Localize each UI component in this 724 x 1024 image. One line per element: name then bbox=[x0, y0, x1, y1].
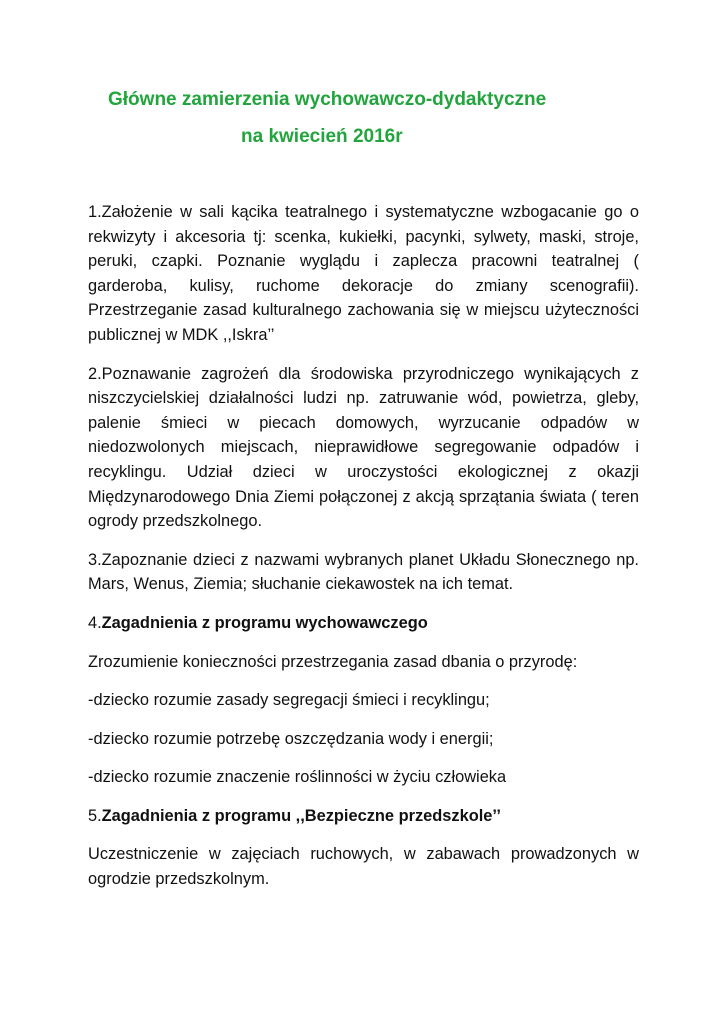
section-1-paragraph: 1.Założenie w sali kącika teatralnego i systematyczne wzbogacanie go o rekwizyty i akcesoria tj: scenka, kukiełki, pacynki, sylwety, maski, stroje, peruki, czapki. Poznanie wyglądu i zaplecza pracowni teatralnej ( garderoba, kulisy, ruchome dekoracje do zmiany scenografii). Przestrzeganie zasad kulturalnego zachowania się w miejscu użyteczności publicznej w MDK ,,Iskra’’ bbox=[88, 203, 639, 344]
section-5-number: 5. bbox=[88, 806, 102, 825]
section-4-number: 4. bbox=[88, 613, 102, 632]
section-4-heading: Zagadnienia z programu wychowawczego bbox=[101, 613, 428, 632]
section-4-item-2: -dziecko rozumie potrzebę oszczędzania wody i energii; bbox=[88, 729, 494, 748]
section-4-item-3: -dziecko rozumie znaczenie roślinności w życiu człowieka bbox=[88, 768, 507, 787]
section-5-heading-line bbox=[88, 804, 639, 829]
section-5-paragraph: Uczestniczenie w zajęciach ruchowych, w zabawach prowadzonych w ogrodzie przedszkolnym. bbox=[88, 845, 639, 889]
section-4-item-1: -dziecko rozumie zasady segregacji śmieci i recyklingu; bbox=[88, 691, 490, 710]
section-3-paragraph: 3.Zapoznanie dzieci z nazwami wybranych planet Układu Słonecznego np. Mars, Wenus, Ziemia; słuchanie ciekawostek na ich temat. bbox=[88, 550, 639, 594]
section-5-heading: Zagadnienia z programu ,,Bezpieczne przedszkole’’ bbox=[101, 806, 501, 825]
section-2-paragraph: 2.Poznawanie zagrożeń dla środowiska przyrodniczego wynikających z niszczycielskiej działalności ludzi np. zatruwanie wód, powietrza, gleby, palenie śmieci w piecach domowych, wyrzucanie odpadów w niedozwolonych miejscach, nieprawidłowe segregowanie odpadów i recyklingu. Udział dzieci w uroczystości ekologicznej z okazji Międzynarodowego Dnia Ziemi połączonej z akcją sprzątania świata ( teren ogrody przedszkolnego. bbox=[88, 364, 639, 531]
title-line-2: na kwiecień 2016r bbox=[241, 126, 403, 147]
title-line-1: Główne zamierzenia wychowawczo-dydaktyczne bbox=[108, 89, 547, 110]
section-4-intro: Zrozumienie konieczności przestrzegania zasad dbania o przyrodę: bbox=[88, 652, 578, 671]
section-4-heading-line bbox=[88, 611, 639, 636]
document-body bbox=[88, 200, 639, 906]
